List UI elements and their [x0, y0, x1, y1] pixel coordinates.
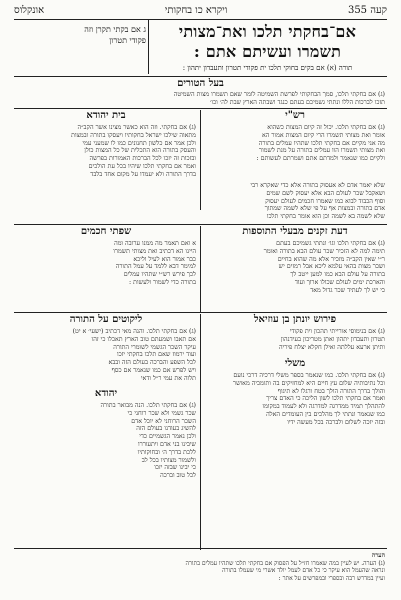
main-commentary-line: שלא לשמה בא לשמה וכן הוא אומר בחקתי תלכו	[266, 213, 385, 221]
daas-zekeinim-line: בתורה על עולם הבא כמו למען ייטב לך	[290, 271, 385, 279]
header-right: קעה 355	[347, 5, 387, 16]
header-center: ויקרא כו בחקותי	[164, 5, 228, 16]
bais-yehuda-line: בדרך התורה ולא יעמדו על מקום אחד בלבד	[90, 170, 196, 178]
daas-zekeinim-text	[206, 240, 385, 296]
main-commentary-line: וסוף הכבוד לבוא כמו שאמרו חכמים לעולם יעסוק	[265, 197, 385, 205]
rashi-text	[206, 124, 385, 166]
yehuda-title: יהודא	[94, 388, 118, 399]
bais-yehuda-text	[16, 124, 196, 180]
mishlei-line: וכל נתיבותיה שלום עץ חיים היא למחזיקים בה ותומכיה מאושר	[233, 379, 385, 387]
column-divider	[200, 226, 201, 312]
yehuda-line: שיבינו בני אדם ויתעוררו	[137, 440, 196, 448]
mishlei-line: כמו שנאמר ונתתי לך מהלכים בין העומדים האלה	[266, 410, 385, 418]
bais-yehuda-line: והעסק בתורה הוא התכלית של כל המצות כולן	[84, 147, 196, 155]
bais-yehuda-line: ולכן אמר אם כלשון תחנונים כמו לו שמעני עמי	[82, 139, 196, 147]
daas-zekeinim-title: דעת זקנים מבעלי התוספות	[242, 226, 348, 237]
targum-onkelos: תורה (א) אם בקים בחוקי תלכו ית פקודי תטרון ותעבדון יתהון :	[182, 64, 353, 72]
rashi-line: ואת מצותי תשמרו הוו עמלים בתורה על מנת לשמור	[259, 147, 385, 155]
sifsei-line: למימר דבא ללמד על עמל התורה	[115, 263, 196, 271]
daas-zekeinim-line: תימה למה לא הזכיר שכר עולם הבא בתורה ואומר	[263, 247, 385, 255]
header-divider	[148, 20, 149, 74]
main-commentary-line: אדם בתורה ובמצות אף על פי שלא לשמה שמתוך	[264, 205, 385, 213]
footer-rule	[14, 548, 387, 549]
baal-haturim-text	[16, 91, 385, 107]
yehuda-line: כי יבינו שבזה יזכו	[154, 464, 196, 472]
sifsei-line: לכך פירש רש״י שתהיו עמלים	[123, 271, 196, 279]
bais-yehuda-line: ואמר אם בחקתי תלכו שיהיו בכל עת הולכים	[88, 162, 196, 170]
verse-text	[150, 22, 385, 62]
section-rule	[14, 224, 387, 225]
verse-line-2: תשמרו ועשיתם אתם :	[193, 42, 342, 61]
pirush-yonasan-title: פירוש יונתן בן עוזיאל	[253, 314, 337, 325]
sifsei-line: היינו הא דכתיב ואת מצותי תשמרו	[113, 247, 196, 255]
bais-yehuda-line: מתאוה שילכו ישראל בחקותיו ויעסקו בתורה ובמצות	[71, 131, 196, 139]
verse-rule	[14, 76, 387, 77]
verse-line-1: אם־בחקתי תלכו ואת־מצותי	[178, 22, 357, 41]
bais-yehuda-line: ובזכות זה יזכו לכל הברכות האמורות בפרשה	[89, 155, 196, 163]
pirush-yonasan-line: ותיתן ארעא עללתה ואילן חקלא יצלח פיריה	[278, 343, 385, 351]
baal-haturim-title: בעל הטורים	[177, 78, 224, 89]
column-divider	[200, 314, 201, 450]
main-commentary-text	[16, 182, 385, 222]
mishlei-line: להתהלך תמיד ממדרגה למדרגה ולא לעמוד במקומו	[262, 403, 385, 411]
yehuda-line: שכר גשמי ולא שכר רוחני כי	[127, 409, 196, 417]
mishlei-title: משלי	[284, 358, 306, 369]
rashi-line: מה אני מקיים אם בחקתי תלכו שתהיו עמלים בתורה	[258, 139, 385, 147]
section-rule	[14, 108, 387, 109]
pirush-yonasan-line: (ג) אם בנימוסי אורייתי תהכון וית פקודי	[289, 328, 385, 335]
pirush-yonasan-line: תטרון ותעבדון יתהון ואתן מטריכון בעידנהון	[280, 335, 385, 343]
likutim-line: עיקר השכר הגשמי לשומרי התורה	[113, 343, 196, 351]
yehuda-line: ללכת בדרך ה׳ ובחוקותיו	[137, 448, 196, 456]
daas-zekeinim-line: והארכת ימים לעולם שכולו ארוך ועוד	[294, 278, 385, 286]
yehuda-line: ולשמור מצותיו בכל לב	[141, 456, 196, 464]
sifsei-line: כבר אמור הוא לעיל וליכא	[133, 255, 196, 263]
haara-text	[16, 552, 385, 596]
column-divider	[200, 450, 201, 550]
mishlei-line: ואמר אם בחקתי תלכו לשון הליכה כי האדם צריך	[266, 395, 385, 403]
mishlei-line: והולך בדרך התורה הולך בטח ורגלו לא תיגוף	[277, 387, 385, 395]
header-left: אונקלוס	[14, 5, 45, 16]
sifsei-line: א ואם תאמר מה ממנו ערובה ומה	[114, 240, 196, 247]
mishlei-text	[206, 372, 385, 428]
daas-zekeinim-line: כי יש לך לעתיד שכר גדול מאד	[310, 286, 385, 294]
yehuda-line: להשיג בעודנו בעולם הזה	[136, 425, 196, 433]
margin-note-line-1: ג אם בקתי תקרן וזה	[84, 25, 146, 34]
yehuda-text	[16, 402, 196, 482]
likutim-line: (ג) אם בחקתי תלכו. והנה מאי דכתיב (ישעי׳ א יט)	[72, 328, 196, 335]
haara-line: (ג) הערה. יש לעיין במה שאמרו חז״ל על הפסוק אם בחקתי תלכו שתהיו עמלים בתורה	[185, 559, 385, 567]
mishlei-line: ובזה יזכה לשלום ולברכה בכל מעשה ידיו	[287, 418, 385, 426]
likutim-title: ליקוטים על התורה	[69, 314, 143, 325]
running-header	[14, 4, 387, 18]
sifsei-line: בתורה כדי לשמור ולעשות :	[129, 278, 196, 286]
haara-line: ונראה שהעמל הוא עיקר כי כל אדם לעמל יולד אשרי מי שעמלו בתורה	[222, 567, 385, 574]
yehuda-line: השכר הרוחני לא יוכל אדם	[131, 417, 196, 425]
sifsei-chachamim-title: שפתי חכמים	[80, 226, 132, 237]
main-commentary-line: ושאקבל שכר לעולם הבא אלא יעסוק לשם שמים	[266, 189, 385, 197]
pirush-yonasan-text	[206, 328, 385, 354]
likutim-line: ויש לפרש אם כמו שנאמר אם כסף	[111, 366, 196, 374]
haara-line: ועיין במדרש רבה ובספרי ובמפרשים על אתר :	[278, 574, 385, 582]
likutim-line: לכל השפע והברכה בעולם הזה ובבא	[108, 359, 196, 367]
yehuda-line: (ג) אם בחקתי תלכו. הנה מבואר בתורה	[100, 402, 196, 409]
bais-yehuda-title: בית יהודא	[86, 110, 126, 121]
margin-note	[18, 24, 146, 46]
daas-zekeinim-line: (ג) אם בחקתי תלכו וגו׳ ונתתי גשמיכם בעתם	[276, 240, 385, 247]
likutim-line: תלוה את עמי ר״ל ודאי	[140, 374, 196, 382]
rashi-line: (ג) אם בחקתי תלכו. יכול זה קיום המצות כשהוא	[267, 124, 385, 131]
margin-note-line-2: פקודי תטרון	[109, 36, 146, 45]
main-commentary-line: שלא יאמר אדם לא אעסוק בתורה אלא כדי שאקרא רבי	[250, 182, 385, 189]
likutim-line: ועוד ירמוז שאם תלכו בחקתי יזכו	[116, 351, 196, 359]
baal-haturim-line: (ג) אם בחקתי תלכו, סמך הבחקותי לפרשת השמיטה לומר שאם תשמרו מצות השמיטה	[173, 91, 385, 98]
sifsei-chachamim-text	[16, 240, 196, 288]
daas-zekeinim-line: ושכר מצות בהאי עלמא ליכא אבל רמזים יש	[278, 263, 385, 271]
mishlei-line: (ג) אם בחקתי תלכו. כמו שנאמר בספר משלי דרכיה דרכי נועם	[233, 372, 385, 379]
yehuda-line: ולכן נאמר הגשמיים כדי	[139, 433, 196, 441]
rashi-title: רש"י	[285, 110, 305, 121]
likutim-text	[16, 328, 196, 384]
header-rule	[14, 19, 387, 20]
daas-zekeinim-line: ר״י שאין הקב״ה מזכיר אלא מה שהוא בחיים	[277, 255, 385, 263]
rashi-line: אומר ואת מצותי תשמרו הרי קיום המצות אמור הא	[262, 131, 385, 139]
rashi-line: ולקיים כמו שנאמר ולמדתם אתם ושמרתם לעשותם :	[256, 155, 385, 163]
section-rule	[14, 312, 387, 313]
likutim-line: אם תאבו ושמעתם טוב הארץ תאכלו כי זהו	[91, 335, 196, 343]
bais-yehuda-line: (ג) אם בחקתי. וזה הוא כאשר מצינו אשר הקב״ה	[77, 124, 196, 131]
baal-haturim-line: תזכו לברכות הללו ונתתי גשמיכם בעתם כנגד ושבתה הארץ שבת לה׳ וכו׳	[210, 98, 385, 106]
yehuda-line: לכל טוב וברכה	[160, 472, 196, 480]
haara-title: הערה	[371, 552, 385, 559]
